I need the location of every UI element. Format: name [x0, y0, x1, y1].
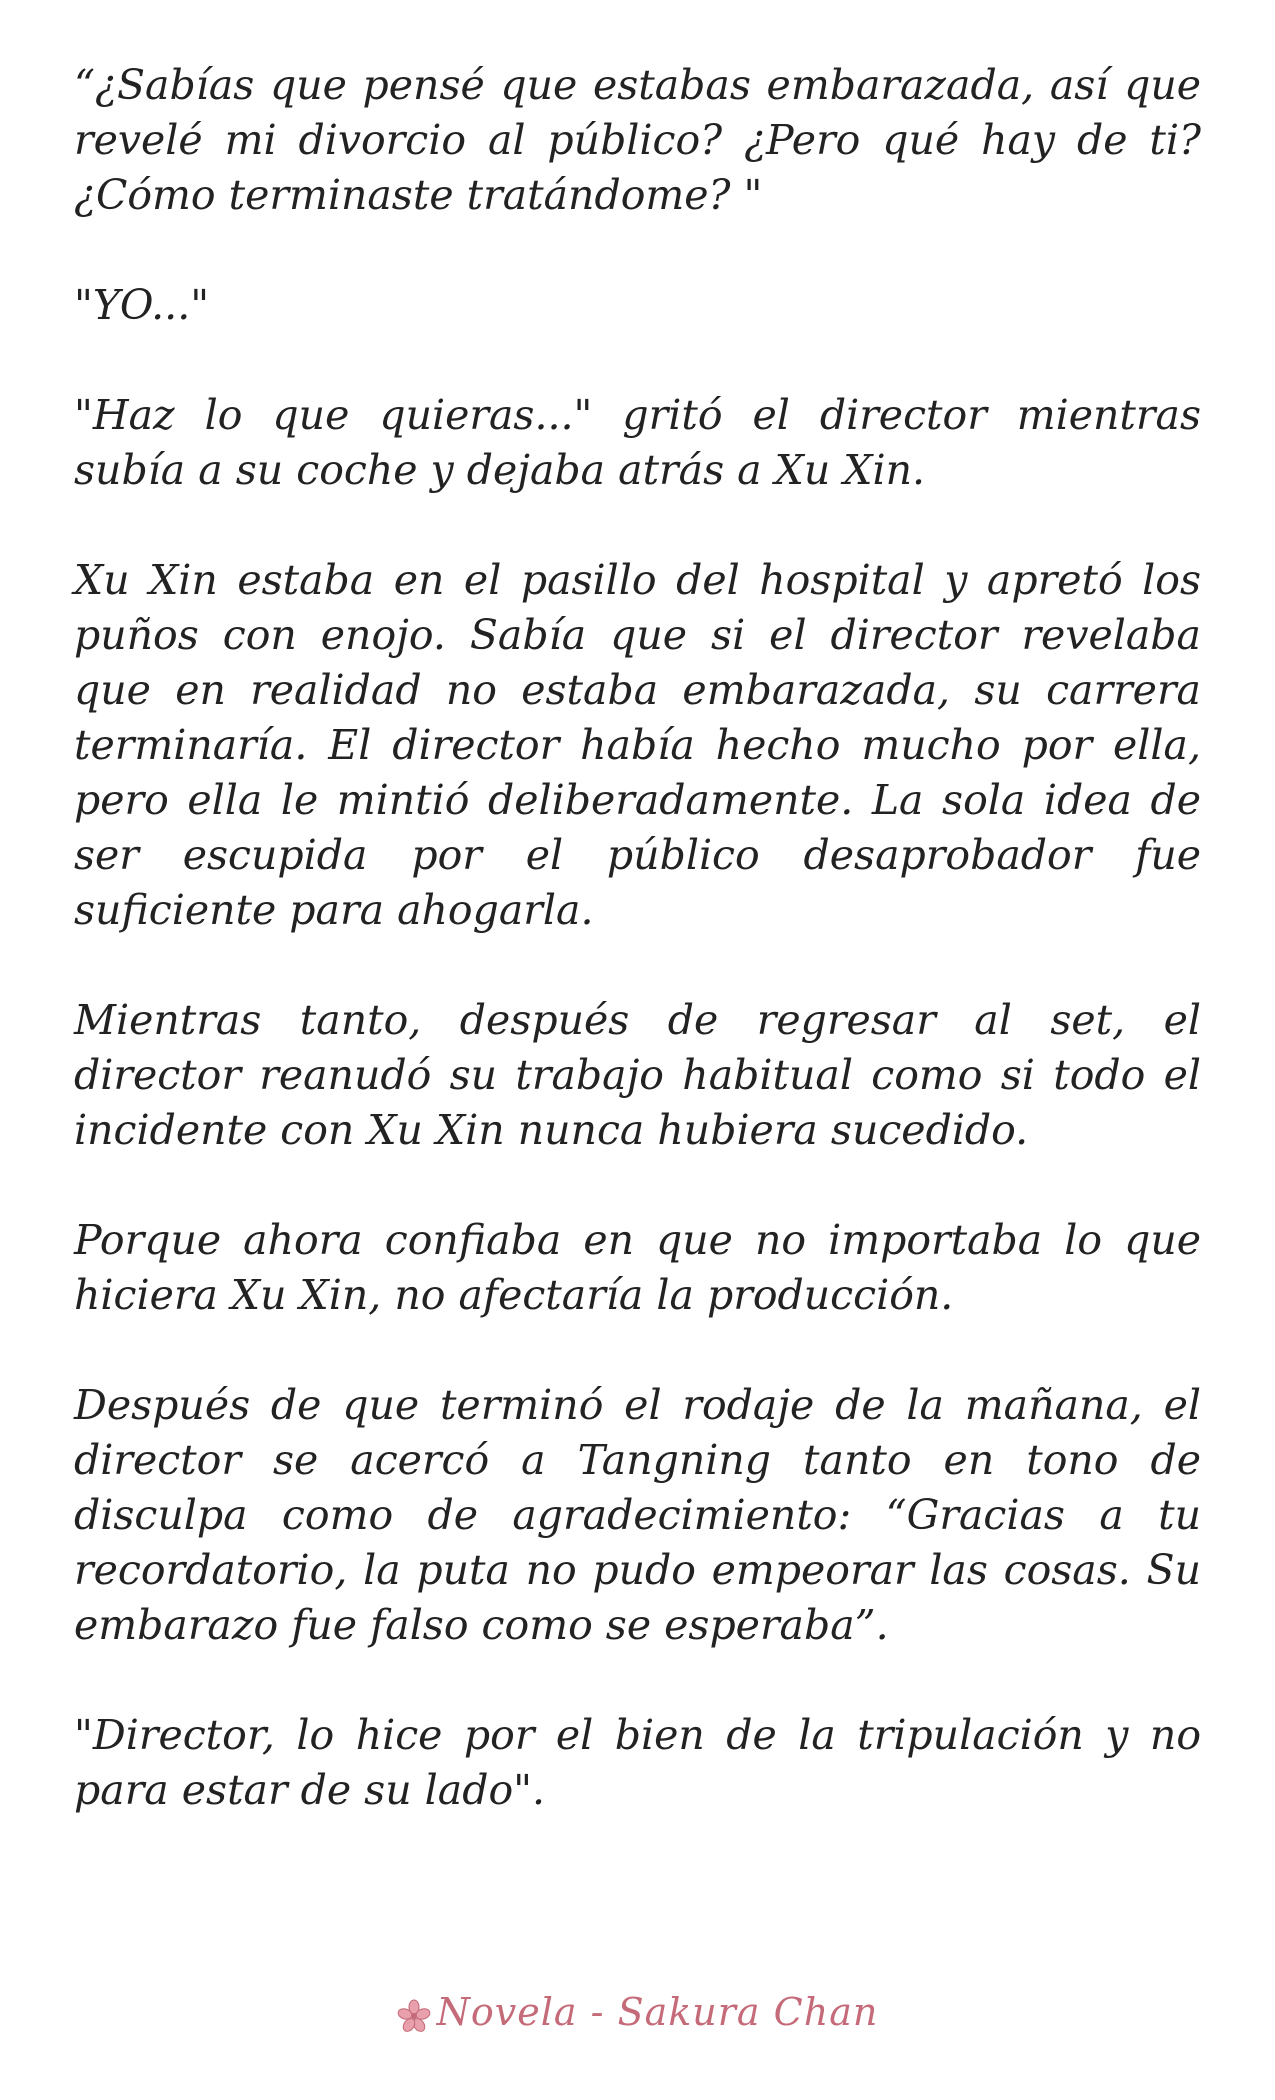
- paragraph: Mientras tanto, después de regresar al set, el director reanudó su trabajo habitual como si todo el incidente con Xu Xin nunca hubiera sucedido.: [74, 996, 1201, 1154]
- paragraph: "Director, lo hice por el bien de la tripulación y no para estar de su lado".: [74, 1711, 1201, 1814]
- watermark-text: Novela - Sakura Chan: [436, 1990, 879, 2034]
- paragraph: Porque ahora confiaba en que no importaba lo que hiciera Xu Xin, no afectaría la producción.: [74, 1216, 1201, 1319]
- paragraph: "YO...": [74, 281, 210, 329]
- paragraph: Después de que terminó el rodaje de la mañana, el director se acercó a Tangning tanto en tono de disculpa como de agradecimiento: “Gracias a tu recordatorio, la puta no pudo empeorar las cosas. Su embarazo fue falso como se esperaba”.: [74, 1381, 1201, 1649]
- paragraph: “¿Sabías que pensé que estabas embarazada, así que revelé mi divorcio al público? ¿Pero qué hay de ti? ¿Cómo terminaste tratándome? ": [74, 61, 1201, 219]
- watermark: [0, 1990, 1275, 2034]
- cherry-blossom-icon: [397, 1999, 431, 2033]
- paragraph: "Haz lo que quieras..." gritó el director mientras subía a su coche y dejaba atrás a Xu Xin.: [74, 391, 1201, 494]
- paragraph: Xu Xin estaba en el pasillo del hospital y apretó los puños con enojo. Sabía que si el director revelaba que en realidad no estaba embarazada, su carrera terminaría. El director había hecho mucho por ella, pero ella le mintió deliberadamente. La sola idea de ser escupida por el público desaprobador fue suficiente para ahogarla.: [74, 556, 1201, 934]
- document-body: [74, 58, 1201, 1873]
